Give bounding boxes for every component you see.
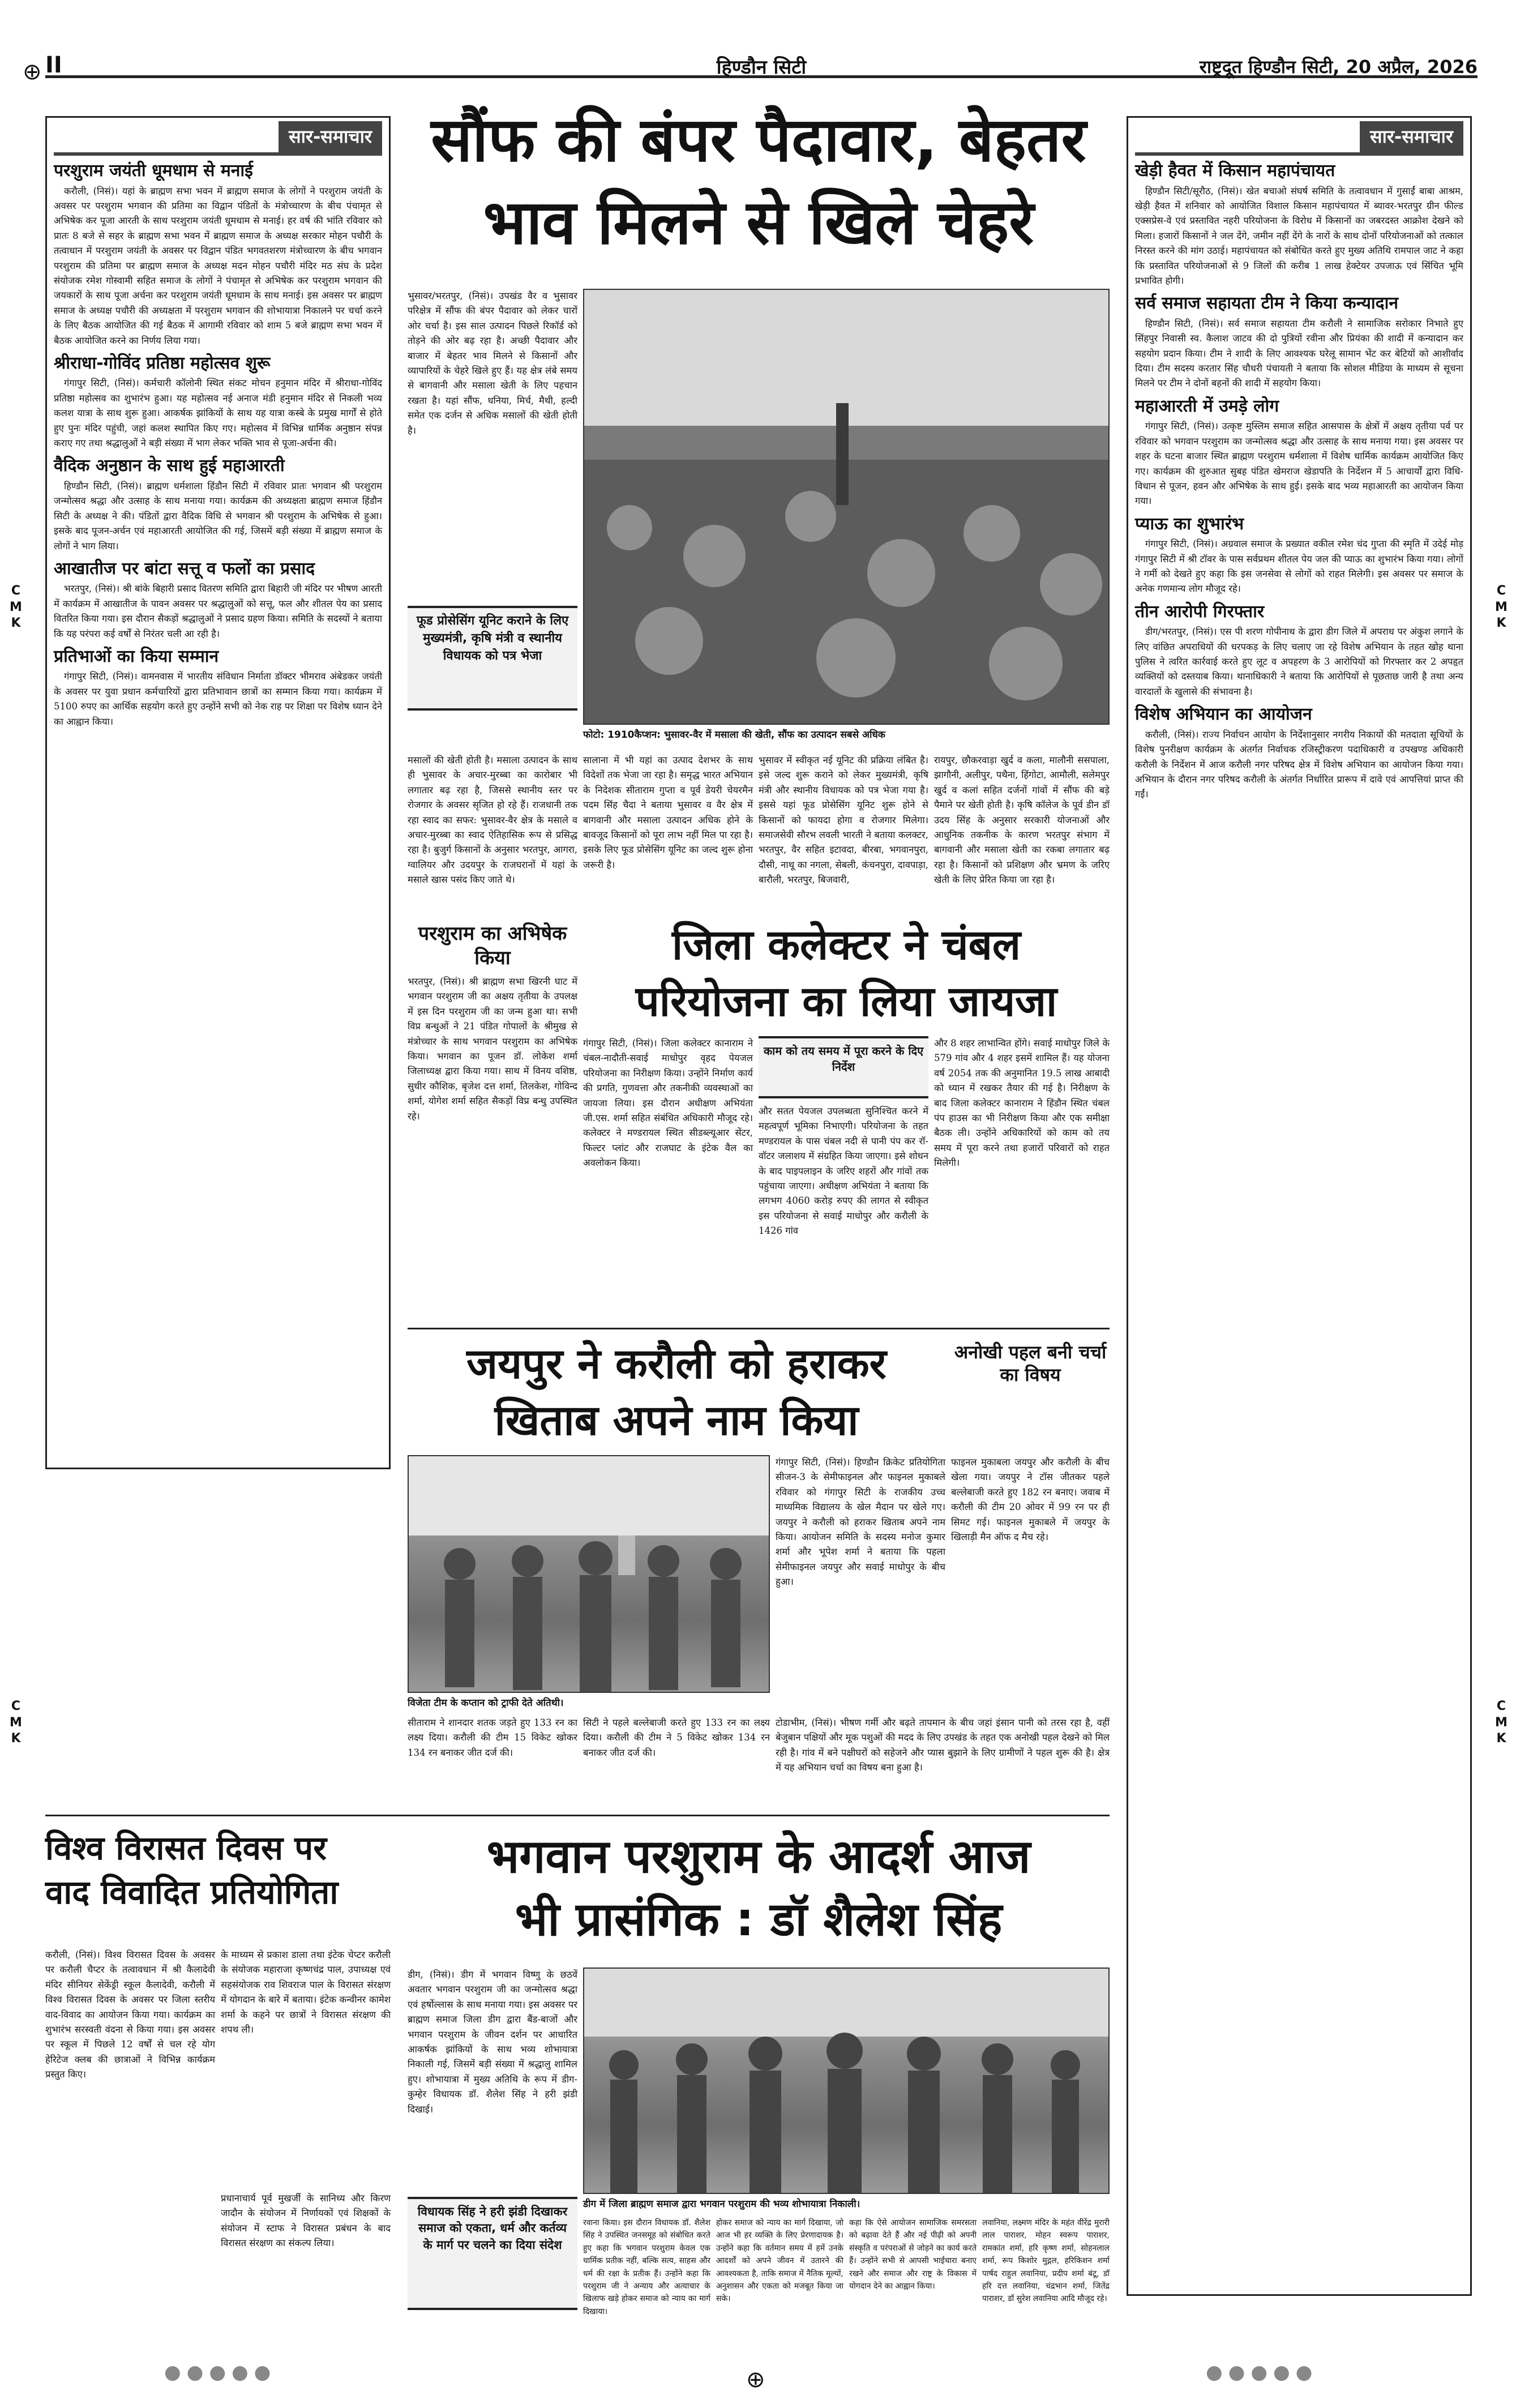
print-color-dots-right: ●●●●● [1206, 2361, 1318, 2384]
register-mark-bottom: ⊕ [746, 2367, 765, 2393]
right-news-title: विशेष अभियान का आयोजन [1135, 704, 1312, 725]
section-tag: सार-समाचार [1360, 121, 1463, 152]
chambal-highlight: काम को तय समय में पूरा करने के दिए निर्देश [759, 1036, 928, 1098]
virasat-headline: विश्व विरासत दिवस पर वाद विवादित प्रतियोगिता [45, 1829, 339, 1912]
right-news-column [1127, 116, 1472, 2296]
right-news-title: खेड़ी हैवत में किसान महापंचायत [1135, 161, 1335, 181]
left-news-body: गंगापुर सिटी, (निसं)। कर्मचारी कॉलोनी स्थित संकट मोचन हनुमान मंदिर में श्रीराधा-गोविंद प्रतिष्ठा महोत्सव का शुभारंभ हुआ। यह महोत्सव नई अनाज मंडी हनुमान मंदिर से निकली भव्य कलश यात्रा के साथ शुरू हुआ। आकर्षक झांकियों के साथ यह यात्रा कस्बे के प्रमुख मार्गों से होते हुए पुनः मंदिर पहुंची, जहां कलश स्थापित किए गए। महोत्सव में विभिन्न धार्मिक अनुष्ठान संपन्न कराए गए तथा श्रद्धालुओं ने बड़ी संख्या में भाग लेकर भक्ति भाव से पूजा-अर्चना की। [54, 378, 382, 449]
right-news-title: सर्व समाज सहायता टीम ने किया कन्यादान [1135, 293, 1398, 314]
right-news-body: हिण्डौन सिटी/सूरौठ, (निसं)। खेत बचाओ संघर्ष समिति के तत्वावधान में गुसाईं बाबा आश्रम, खेड़ी हैवत में शनिवार को आयोजित विशाल किसान महापंचायत में ब्यावर-भरतपुर ग्रीन फील्ड एक्सप्रेस-वे एवं प्रस्तावित नहरी परियोजना के विरोध में किसानों का जबरदस्त आक्रोश देखने को मिला। हजारों किसानों ने जल देंगे, जमीन नहीं देंगे के नारों के साथ दोनों परियोजनाओं को तत्काल निरस्त करने की मांग उठाई। महापंचायत को संबोधित करते हुए मुख्य अतिथि रामपाल जाट ने कहा कि प्रस्तावित परियोजनाओं से 9 जिलों की करीब 1 लाख हेक्टेयर उपजाऊ एवं सिंचित भूमि प्रभावित होगी। [1135, 185, 1463, 286]
fennel-field-illustration [584, 290, 1108, 724]
right-news-body: हिण्डौन सिटी, (निसं)। सर्व समाज सहायता टीम करौली ने सामाजिक सरोकार निभाते हुए सिंहपुर निवासी स्व. कैलाश जाटव की दो पुत्रियों रवीना और प्रियंका की शादी में कन्यादान कर सहयोग प्रदान किया। टीम ने शादी के लिए आवश्यक घरेलू सामान भेंट कर बेटियों को आशीर्वाद दिया। टीम सदस्य करतार सिंह चौधरी पंचायती ने बताया कि सोशल मीडिया के माध्यम से सूचना मिलने पर टीम ने दोनों बहनों की शादी में सहयोग किया। [1135, 318, 1463, 389]
right-news-body: डीग/भरतपुर, (निसं)। एस पी शरण गोपीनाथ के द्वारा डीग जिले में अपराध पर अंकुश लगाने के लिए वांछित अपराधियों की धरपकड़ के लिए चलाए जा रहे विशेष अभियान के तहत खोह थाना पुलिस ने त्वरित कार्रवाई करते हुए लूट व अपहरण के 3 आरोपियों को गिरफ्तार कर 2 अपहृत व्यक्तियों को दस्तयाब किया। थानाधिकारी ने बताया कि आरोपियों से पूछताछ जारी है तथा अन्य वारदातों के खुलासे की संभावना है। [1135, 626, 1463, 697]
cricket-award-illustration [409, 1456, 769, 1692]
cmk-mark-right: C M K [1495, 584, 1508, 631]
left-news-title: आखातीज पर बांटा सत्तू व फलों का प्रसाद [54, 558, 315, 579]
lead-pullquote: फूड प्रोसेसिंग यूनिट कराने के लिए मुख्यमंत्री, कृषि मंत्री व स्थानीय विधायक को पत्र भेजा [408, 606, 577, 711]
bhagwan-body-1: डीग, (निसं)। डीग में भगवान विष्णु के छठवें अवतार भगवान परशुराम जी का जन्मोत्सव श्रद्धा एवं हर्षोल्लास के साथ मनाया गया। इस अवसर पर ब्राह्मण समाज जिला डीग द्वारा बैंड-बाजों और भगवान परशुराम के जीवन दर्शन पर आधारित आकर्षक झांकियों के साथ भव्य शोभायात्रा निकाली गई, जिसमें बड़ी संख्या में श्रद्धालु शामिल हुए। शोभायात्रा में मुख्य अतिथि के रूप में डीग-कुम्हेर विधायक डॉ. शैलेश सिंह ने हरी झंडी दिखाई। [408, 1969, 577, 2115]
chambal-headline: जिला कलेक्टर ने चंबल परियोजना का लिया जायजा [635, 921, 1057, 1026]
chambal-body-2: और सतत पेयजल उपलब्धता सुनिश्चित करने में महत्वपूर्ण भूमिका निभाएगी। परियोजना के तहत मण्डरायल के पास चंबल नदी से पानी पंप कर रॉ-वॉटर जलाशय में संग्रहित किया जाएगा। इसे शोधन के बाद पाइपलाइन के जरिए शहरों और गांवों तक पहुंचाया जाएगा। अधीक्षण अभियंता ने बताया कि लगभग 4060 करोड़ रुपए की लागत से स्वीकृत इस परियोजना से सवाई माधोपुर और करौली के 1426 गांव [759, 1106, 928, 1237]
shobhayatra-photo-caption: डीग में जिला ब्राह्मण समाज द्वारा भगवान परशुराम की भव्य शोभायात्रा निकाली। [583, 2199, 860, 2210]
chambal-body-3: और 8 शहर लाभान्वित होंगे। सवाई माधोपुर जिले के 579 गांव और 4 शहर इसमें शामिल हैं। यह योजना वर्ष 2054 तक की अनुमानित 19.5 लाख आबादी को ध्यान में रखकर तैयार की गई है। निरीक्षण के बाद जिला कलेक्टर कानाराम ने हिंडौन स्थित चंबल पंप हाउस का भी निरीक्षण किया और एक समीक्षा बैठक ली। उन्होंने अधिकारियों को काम को तय समय में पूरा करने तथा हजारों परिवारों को राहत मिलेगी। [934, 1038, 1110, 1169]
bhagwan-pullquote: विधायक सिंह ने हरी झंडी दिखाकर समाज को एकता, धर्म और कर्तव्य के मार्ग पर चलने का दिया संदेश [408, 2197, 577, 2310]
lead-body-4: भुसावर में स्वीकृत नई यूनिट की प्रक्रिया लंबित है। इसे जल्द शुरू कराने को लेकर मुख्यमंत्री, कृषि मंत्री और स्थानीय विधायक को पत्र भेजा गया है। इससे यहां फूड प्रोसेसिंग यूनिट शुरू होने से किसानों को फायदा होगा व रोजगार मिलेगा। समाजसेवी सौरभ लवली भारती ने बताया कलक्टर, भरतपुर, वैर सहित इटावदा, बीरबा, भगवानपुरा, दौसी, नाथू का नगला, सेबली, कंचनपुरा, दावपाड़ा, बारौली, भरतपुर, बिजवारी, [759, 755, 928, 886]
bhagwan-body-4: कहा कि ऐसे आयोजन सामाजिक समरसता को बढ़ावा देते हैं और नई पीढ़ी को अपनी संस्कृति व परंपराओं से जोड़ने का कार्य करते हैं। उन्होंने सभी से आपसी भाईचारा बनाए रखने और समाज और राष्ट्र के विकास में योगदान देने का आह्वान किया। [849, 2218, 977, 2291]
right-news-title: महाआरती में उमड़े लोग [1135, 396, 1279, 416]
fennel-photo-caption: फोटो: 1910कैप्शन: भुसावर-वैर में मसाला की खेती, सौंफ का उत्पादन सबसे अधिक [583, 729, 885, 741]
left-news-body: हिण्डौन सिटी, (निसं)। ब्राह्मण धर्मशाला हिंडौन सिटी में रविवार प्रातः भगवान श्री परशुराम जन्मोत्सव श्रद्धा और उत्साह के साथ मनाया गया। कार्यक्रम की अध्यक्षता ब्राह्मण समाज हिंडौन सिटी के अध्यक्ष ने की। पंडितों द्वारा वैदिक विधि से भगवान श्री परशुराम के अभिषेक से हुआ। इसके बाद पूजन-अर्चन एवं महाआरती आयोजित की गई, जिसमें बड़ी संख्या में ब्राह्मण समाज के लोगों ने भाग लिया। [54, 480, 382, 551]
anokhi-pahal-headline: अनोखी पहल बनी चर्चा का विषय [954, 1341, 1107, 1385]
anokhi-pahal-body: टोडाभीम, (निसं)। भीषण गर्मी और बढ़ते तापमान के बीच जहां इंसान पानी को तरस रहा है, वहीं बेजुबान पक्षियों और मूक पशुओं की मदद के लिए उपखंड के तहत एक अनोखी पहल देखने को मिल रही है। गांव में बने पक्षीघरों को सहेजने और प्यास बुझाने के लिए ग्रामीणों ने पहल शुरू की है। क्षेत्र में यह अभियान चर्चा का विषय बना हुआ है। [776, 1717, 1110, 1773]
bhagwan-body-2: रवाना किया। इस दौरान विधायक डॉ. शैलेश सिंह ने उपस्थित जनसमूह को संबोधित करते हुए कहा कि भगवान परशुराम केवल एक धार्मिक प्रतीक नहीं, बल्कि सत्य, साहस और धर्म की रक्षा के प्रतीक हैं। उन्होंने कहा कि परशुराम जी ने अन्याय और अत्याचार के खिलाफ खड़े होकर समाज को न्याय का मार्ग दिखाया। [583, 2218, 710, 2316]
virasat-body-2: के माध्यम से प्रकाश डाला तथा इंटेक चेप्टर करौली के संयोजक महाराजा कृष्णचंद्र पाल, उपाध्यक्ष एवं सहसंयोजक राव शिवराज पाल के विरासत संरक्षण में योगदान के बारे में बताया। इंटेक कन्वीनर कामेश शर्मा के कहने पर छात्रों ने विरासत संरक्षण की शपथ ली। [221, 1949, 391, 2035]
left-news-body: गंगापुर सिटी, (निसं)। वामनवास में भारतीय संविधान निर्माता डॉक्टर भीमराव अंबेडकर जयंती के अवसर पर युवा प्रधान कर्मचारियों द्वारा प्रतिभावान छात्रों का सम्मान किया गया। कार्यक्रम में 5100 रुपए का आर्थिक सहयोग करते हुए उन्होंने सभी को नेक राह पर शिक्षा पर विशेष ध्यान देने का आह्वान किया। [54, 671, 382, 727]
section-divider [408, 1328, 1110, 1329]
jaipur-headline: जयपुर ने करौली को हराकर खिताब अपने नाम किया [466, 1340, 887, 1445]
section-name: हिण्डौन सिटी [716, 56, 807, 79]
lead-body-3: सालाना में भी यहां का उत्पाद देशभर के साथ विदेशों तक भेजा जा रहा है। समृद्ध भारत अभियान के निदेशक सीताराम गुप्ता व पूर्व डेयरी चेयरमैन पदम सिंह चैदा ने बताया भुसावर व वैर क्षेत्र में बागवानी और मसाला उत्पादन अधिक होने के बावजूद किसानों को पूरा लाभ नहीं मिल पा रहा है। इसके लिए फूड प्रोसेसिंग यूनिट का जल्द शुरू होना जरूरी है। [583, 755, 753, 870]
print-color-dots-left: ●●●●● [164, 2361, 277, 2384]
bhagwan-body-3: होकर समाज को न्याय का मार्ग दिखाया, जो आज भी हर व्यक्ति के लिए प्रेरणादायक है। उन्होंने कहा कि वर्तमान समय में हमें उनके आदर्शों को अपने जीवन में उतारने की आवश्यकता है, ताकि समाज में नैतिक मूल्यों, अनुशासन और एकता को मजबूत किया जा सके। [716, 2218, 843, 2304]
jaipur-body-4: सिटी ने पहले बल्लेबाजी करते हुए 133 रन का लक्ष्य दिया। करौली की टीम ने 5 विकेट खोकर 134 रन बनाकर जीत दर्ज की। [583, 1717, 770, 1758]
lead-body-5: रायपुर, छौकरवाड़ा खुर्द व कला, मालौनी ससपाला, झागौनी, अलीपुर, पथैना, हिंगोटा, आमौली, सलेमपुर खुर्द व कलां सहित दर्जनों गांवों में सौंफ की बड़े पैमाने पर खेती होती है। कृषि कॉलेज के पूर्व डीन डॉ उदय सिंह के अनुसार सरकारी योजनाओं और आधुनिक तकनीक के कारण भरतपुर संभाग में बागवानी और मसाला खेती का रकबा लगातार बढ़ रहा है। किसानों को प्रशिक्षण और भ्रमण के जरिए खेती के लिए प्रेरित किया जा रहा है। [934, 755, 1110, 886]
lead-body-2: मसालों की खेती होती है। मसाला उत्पादन के साथ ही भुसावर के अचार-मुरब्बा का कारोबार भी लगातार बढ़ रहा है, जिससे स्थानीय स्तर पर रोजगार के अवसर सृजित हो रहे हैं। राजधानी तक रहा स्वाद का सफर: भुसावर-वैर क्षेत्र के मसाले व अचार-मुरब्बा का स्वाद ऐतिहासिक रूप से प्रसिद्ध रहा है। बुजुर्ग किसानों के अनुसार भरतपुर, आगरा, ग्वालियर और उदयपुर के राजघरानों में यहां के मसाले खास पसंद किए जाते थे। [408, 755, 577, 886]
shobhayatra-illustration [584, 1969, 1108, 2193]
virasat-body-3: प्रधानाचार्य पूर्व मुखर्जी के सानिध्य और किरण जादौन के संयोजन में निर्णायकों एवं शिक्षकों के संयोजन में स्टाफ ने विरासत प्रबंधन के बाद विरासत संरक्षण का संकल्प लिया। [221, 2193, 391, 2249]
cricket-award-photo [408, 1455, 770, 1693]
bhagwan-body-5: लवानिया, लक्ष्मण मंदिर के महंत वीरेंद्र मुरारी लाल पाराशर, मोहन स्वरूप पाराशर, रामकांत शर्मा, हरि कृष्ण शर्मा, सोहनलाल शर्मा, रूप किशोर मुद्गल, हरिकिशन शर्मा पार्षद राहुल लवानिया, प्रदीप शर्मा बंटू, डॉ हरि दत्त लवानिया, चंद्रभान शर्मा, जितेंद्र पाराशर, डॉ सुरेश लवानिया आदि मौजूद रहे। [982, 2218, 1110, 2304]
left-news-title: वैदिक अनुष्ठान के साथ हुई महाआरती [54, 456, 285, 476]
jaipur-body-3: सीताराम ने शानदार शतक जड़ते हुए 133 रन का लक्ष्य दिया। करौली की टीम 15 विकेट खोकर 134 रन बनाकर जीत दर्ज की। [408, 1717, 577, 1758]
fennel-field-photo [583, 289, 1110, 725]
lead-body-intro: भुसावर/भरतपुर, (निसं)। उपखंड वैर व भुसावर परिक्षेत्र में सौंफ की बंपर पैदावार को लेकर चारों ओर चर्चा है। इस साल उत्पादन पिछले रिकॉर्ड को तोड़ने की ओर बढ़ रहा है। अच्छी पैदावार और बाजार में बेहतर भाव मिलने से किसानों और व्यापारियों के चेहरे खिले हुए हैं। यह क्षेत्र लंबे समय से बागवानी और मसाला खेती के लिए पहचान रखता है। यहां सौंफ, धनिया, मिर्च, मैथी, हल्दी समेत एक दर्जन से अधिक मसालों की खेती होती है। [408, 290, 577, 436]
right-news-title: प्याऊ का शुभारंभ [1135, 514, 1244, 534]
cricket-photo-caption: विजेता टीम के कप्तान को ट्राफी देते अतिथी। [408, 1697, 564, 1709]
register-mark-top-left: ⊕ [23, 59, 42, 85]
left-news-title: परशुराम जयंती धूमधाम से मनाई [54, 161, 253, 181]
jaipur-body-1: गंगापुर सिटी, (निसं)। हिण्डौन क्रिकेट प्रतियोगिता सीजन-3 के सेमीफाइनल और फाइनल मुकाबले रविवार को गंगापुर सिटी के राजकीय उच्च माध्यमिक विद्यालय के खेल मैदान पर खेले गए। जयपुर ने करौली को हराकर खिताब अपने नाम किया। आयोजन समिति के सदस्य मनोज कुमार शर्मा और भूपेश शर्मा ने बताया कि पहला सेमीफाइनल जयपुर और सवाई माधोपुर के बीच हुआ। [776, 1457, 945, 1588]
jaipur-body-2: फाइनल मुकाबला जयपुर और करौली के बीच खेला गया। जयपुर ने टॉस जीतकर पहले बल्लेबाजी करते हुए 182 रन बनाए। जवाब में करौली की टीम 20 ओवर में 99 रन पर ही सिमट गई। फाइनल मुकाबले में जयपुर के खिलाड़ी मैन ऑफ द मैच रहे। [951, 1457, 1110, 1542]
page-number: II [45, 52, 62, 78]
right-news-body: गंगापुर सिटी, (निसं)। अग्रवाल समाज के प्रख्यात वकील रमेश चंद गुप्ता की स्मृति में उदेई मोड़ गंगापुर सिटी में श्री टॉवर के पास सर्वप्रथम शीतल पेय जल की प्याऊ का शुभारंभ किया गया। लोगों ने गर्मी को देखते हुए कहा कि इस जनसेवा से लोगों को राहत मिलेगी। इस अवसर पर समाज के अनेक गणमान्य लोग मौजूद रहे। [1135, 538, 1463, 594]
left-news-body: भरतपुर, (निसं)। श्री बांके बिहारी प्रसाद वितरण समिति द्वारा बिहारी जी मंदिर पर भीषण आरती में कार्यक्रम में आखातीज के पावन अवसर पर श्रद्धालुओं को सत्तू, फल और शीतल पेय का प्रसाद वितरित किया गया। इस दौरान सैकड़ों श्रद्धालुओं ने प्रसाद ग्रहण किया। समिति के सदस्यों ने बताया कि यह परंपरा कई वर्षों से निरंतर चली आ रही है। [54, 583, 382, 639]
right-news-body: गंगापुर सिटी, (निसं)। उत्कृष्ट मुस्लिम समाज सहित आसपास के क्षेत्रों में अक्षय तृतीया पर्व पर रविवार को भगवान परशुराम का जन्मोत्सव श्रद्धा और उत्साह के साथ मनाया गया। इस अवसर पर शहर के घटना बाजार स्थित ब्राह्मण परशुराम धर्मशाला में विशेष धार्मिक कार्यक्रम आयोजित किए गए। कार्यक्रम की शुरुआत सुबह पंडित खेमराज खेडापति के निर्देशन में 5 आचार्यों द्वारा विधि-विधान से पूजन, हवन और अभिषेक के साथ हुई। इसके बाद भव्य महाआरती का आयोजन किया गया। [1135, 421, 1463, 507]
cmk-mark-left-lower: C M K [10, 1699, 22, 1746]
cmk-mark-right-lower: C M K [1495, 1699, 1508, 1746]
page-header [45, 52, 1478, 78]
parashuram-abhishek-body: भरतपुर, (निसं)। श्री ब्राह्मण सभा खिरनी घाट में भगवान परशुराम जी का अक्षय तृतीया के उपलक्ष में इस दिन परशुराम जी का जन्म हुआ था। सभी विप्र बन्धुओं ने 21 पंडित गोपालों के श्रीमुख से मंत्रोच्चार के साथ भगवान परशुराम का अभिषेक किया। भगवान का पूजन डॉ. लोकेश शर्मा जिलाध्यक्ष द्वारा किया गया। साथ में विनय वशिष्ठ, सुधीर कौशिक, बृजेश दत्त शर्मा, तिलकेश, गोविन्द शर्मा, योगेश शर्मा सहित सैकड़ों विप्र बन्धु उपस्थित रहे। [408, 976, 577, 1122]
cmk-mark-left: C M K [10, 584, 22, 631]
shobhayatra-photo [583, 1968, 1110, 2194]
right-news-title: तीन आरोपी गिरफ्तार [1135, 601, 1265, 622]
left-news-title: श्रीराधा-गोविंद प्रतिष्ठा महोत्सव शुरू [54, 353, 271, 373]
left-news-column [45, 116, 391, 1469]
lead-headline: सौंफ की बंपर पैदावार, बेहतर भाव मिलने से खिले चेहरे [431, 105, 1086, 258]
section-tag: सार-समाचार [279, 121, 382, 152]
bhagwan-headline: भगवान परशुराम के आदर्श आज भी प्रासंगिक : डॉ शैलेश सिंह [486, 1830, 1031, 1947]
chambal-body-1: गंगापुर सिटी, (निसं)। जिला कलेक्टर कानाराम ने चंबल-नादौती-सवाई माधोपुर वृहद पेयजल परियोजना का निरीक्षण किया। उन्होंने निर्माण कार्य की प्रगति, गुणवत्ता और तकनीकी व्यवस्थाओं का जायजा लिया। इस दौरान अधीक्षण अभियंता जी.एस. शर्मा सहित संबंधित अधिकारी मौजूद रहे। कलेक्टर ने मण्डरायल स्थित सीडब्ल्यूआर सेंटर, फिल्टर प्लांट और राजघाट के इंटेक वैल का अवलोकन किया। [583, 1038, 753, 1169]
left-news-body: करौली, (निसं)। यहां के ब्राह्मण सभा भवन में ब्राह्मण समाज के लोगों ने परशुराम जयंती के अवसर पर परशुराम भगवान की प्रतिमा का विद्वान पंडितों के मंत्रोच्चारण के बीच पंचामृत से अभिषेक कर पूजा आरती के साथ परशुराम जयंती धूमधाम से मनाई। हर वर्ष की भांति रविवार को प्रातः 8 बजे से सहर के ब्राह्मण सभा भवन में ब्राह्मण समाज के अध्यक्ष सरकार मोहन पचौरी के तत्वाधान में परशुराम जयंती के अवसर पर विद्वान पंडित भगवतशरण मंत्रोच्चारण के बीच भगवान परशुराम की प्रतिमा पर ब्राह्मण समाज के अध्यक्ष मदन मोहन पचौरी मंदिर मठ संघ के प्रदेश संयोजक रमेश गोस्वामी सहित समाज के लोगों ने पंचामृत से अभिषेक कर परशुराम भगवान की जयकारों के साथ पूजा अर्चना कर परशुराम जयंती धूमधाम के साथ मनाई। इस अवसर पर ब्राह्मण समाज के अध्यक्ष पचौरी की अध्यक्षता में परशुराम भगवान की शोभायात्रा निकालने पर चर्चा करने के लिए बैठक आयोजित की गई बैठक में आगामी रविवार को शाम 5 बजे ब्राह्मण सभा भवन में बैठक आयोजित करने का निर्णय लिया गया। [54, 185, 382, 346]
anokhi-pahal-story [951, 1336, 1110, 1693]
parashuram-abhishek-headline: परशुराम का अभिषेक किया [418, 922, 567, 969]
left-news-title: प्रतिभाओं का किया सम्मान [54, 646, 219, 666]
virasat-body-1: करौली, (निसं)। विश्व विरासत दिवस के अवसर पर करौली चैप्टर के तत्वावधान में श्री कैलादेवी मंदिर सीनियर सेकेंड्री स्कूल कैलादेवी, करौली में विश्व विरासत दिवस के अवसर पर जिला स्तरीय वाद-विवाद का आयोजन किया गया। कार्यक्रम का शुभारंभ सरस्वती वंदना से किया गया। इस अवसर पर स्कूल में पिछले 12 वर्षों से चल रहे योग हेरिटेज क्लब की छात्राओं ने विभिन्न कार्यक्रम प्रस्तुत किए। [45, 1949, 215, 2080]
section-divider [45, 1815, 1110, 1816]
masthead-date: राष्ट्रदूत हिण्डौन सिटी, 20 अप्रैल, 2026 [1199, 56, 1478, 78]
right-news-body: करौली, (निसं)। राज्य निर्वाचन आयोग के निर्देशानुसार नगरीय निकायों की मतदाता सूचियों के विशेष पुनरीक्षण कार्यक्रम के अंतर्गत निर्वाचक रजिस्ट्रीकरण पदाधिकारी व उपखण्ड अधिकारी करौली के निर्देशन में आज करौली नगर परिषद क्षेत्र में विशेष अभियान का आयोजन किया गया। अभियान के दौरान नगर परिषद करौली के अंतर्गत निर्धारित प्रारूप में दावे एवं आपत्तियां प्राप्त की गईं। [1135, 729, 1463, 800]
